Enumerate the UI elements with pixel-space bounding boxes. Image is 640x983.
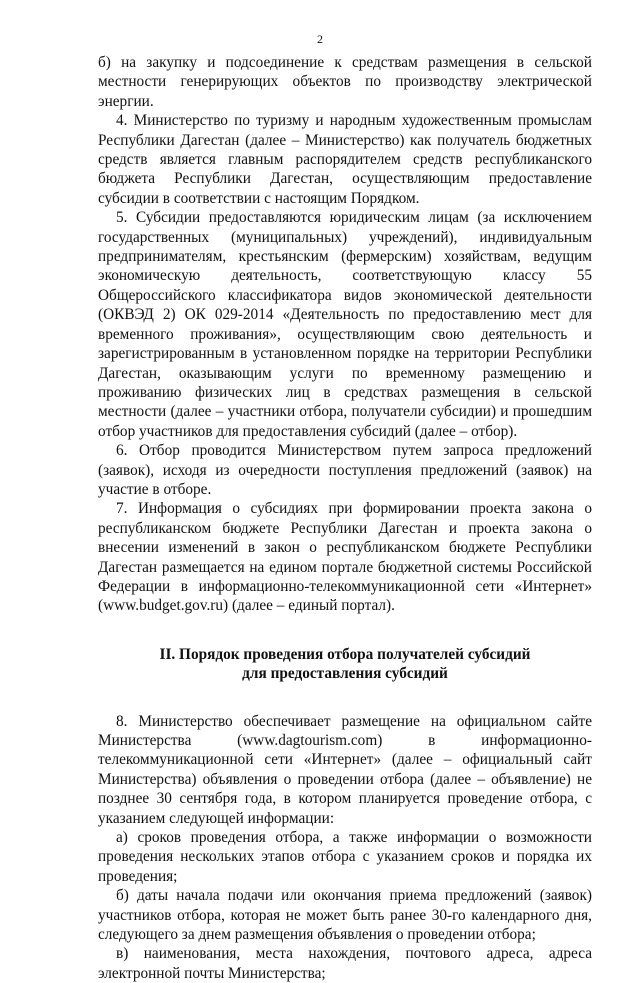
paragraph-4: 4. Министерство по туризму и народным художественным промыслам Республики Дагестан (далее – Министерство) как получатель бюджетных средств является главным распорядителем средств республиканского бюджета Республики Дагестан, осуществляющим предоставление субсидии в соответствии с настоящим Порядком.: [98, 112, 592, 207]
paragraph-3b: б) на закупку и подсоединение к средствам размещения в сельской местности генерирующих объектов по производству электрической энергии.: [98, 54, 592, 110]
paragraph-7: 7. Информация о субсидиях при формировании проекта закона о республиканском бюджете Республики Дагестан и проекта закона о внесении изменений в закон о республиканском бюджете Республики Дагестан размещается на едином портале бюджетной системы Российской Федерации в информационно-телекоммуникационной сети «Интернет» (www.budget.gov.ru) (далее – единый портал).: [98, 500, 592, 615]
document-body: [98, 53, 592, 983]
page-number: 2: [317, 32, 323, 46]
paragraph-8a: а) сроков проведения отбора, а также информации о возможности проведения нескольких этапов отбора с указанием сроков и порядка их проведения;: [98, 829, 592, 885]
section-heading-line-2: для предоставления субсидий: [242, 665, 448, 683]
paragraph-5: 5. Субсидии предоставляются юридическим лицам (за исключением государственных (муниципальных) учреждений), индивидуальным предпринимателям, крестьянским (фермерским) хозяйствам, ведущим экономическую деятельность, соответствующую классу 55 Общероссийского классификатора видов экономической деятельности (ОКВЭД 2) ОК 029-2014 «Деятельность по предоставлению мест для временного проживания», осуществляющим свою деятельность и зарегистрированным в установленном порядке на территории Республики Дагестан, оказывающим услуги по временному размещению и проживанию физических лиц в средствах размещения в сельской местности (далее – участники отбора, получатели субсидии) и прошедшим отбор участников для предоставления субсидий (далее – отбор).: [98, 209, 592, 440]
section-heading: [98, 645, 592, 684]
section-heading-line-1: II. Порядок проведения отбора получателей субсидий: [159, 645, 531, 663]
paragraph-6: 6. Отбор проводится Министерством путем запроса предложений (заявок), исходя из очередности поступления предложений (заявок) на участие в отборе.: [98, 442, 592, 498]
paragraph-8c: в) наименования, места нахождения, почтового адреса, адреса электронной почты Министерства;: [98, 945, 592, 982]
paragraph-8b: б) даты начала подачи или окончания приема предложений (заявок) участников отбора, которая не может быть ранее 30-го календарного дня, следующего за днем размещения объявления о проведении отбора;: [98, 887, 592, 944]
paragraph-8: 8. Министерство обеспечивает размещение на официальном сайте Министерства (www.dagtourism.com) в информационно-телекоммуникационной сети «Интернет» (далее – официальный сайт Министерства) объявления о проведении отбора (далее – объявление) не позднее 30 сентября года, в котором планируется проведение отбора, с указанием следующей информации:: [98, 712, 592, 827]
